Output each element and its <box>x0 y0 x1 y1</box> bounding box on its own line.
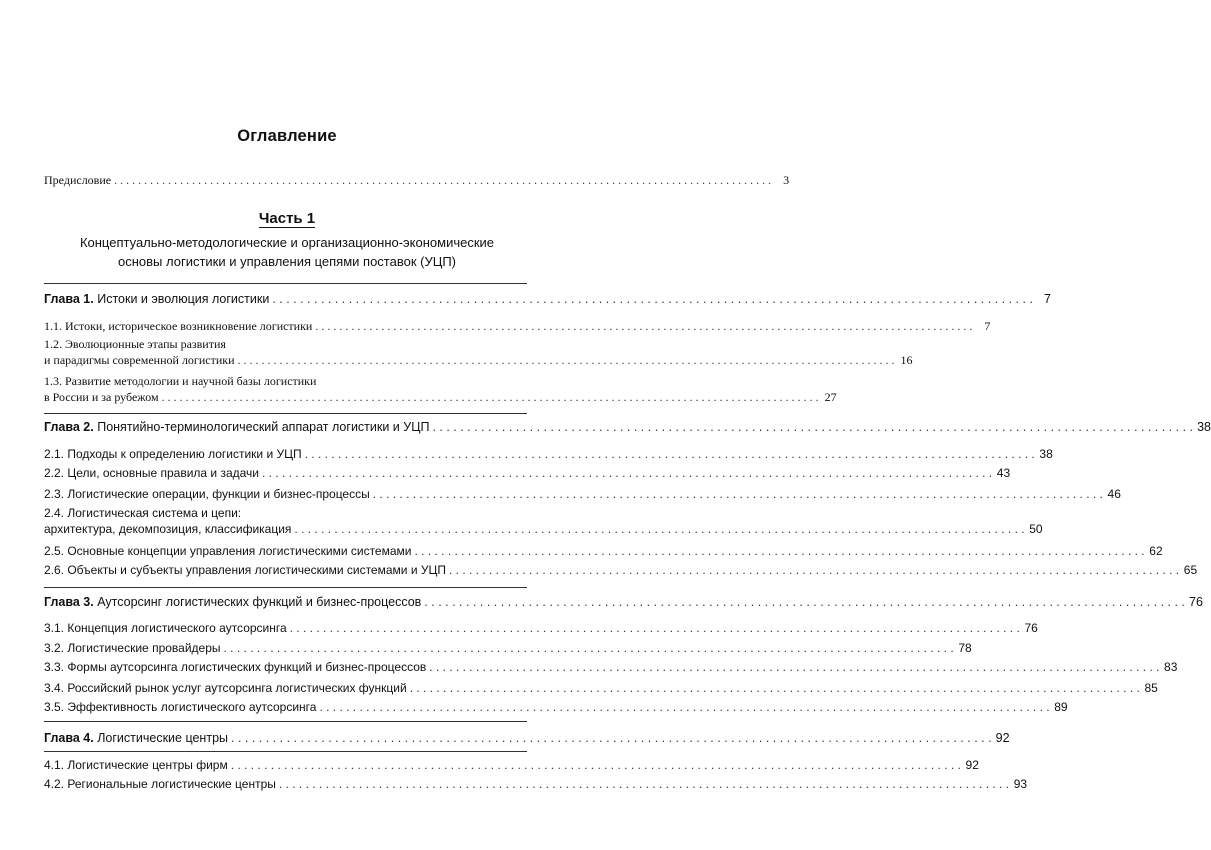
toc-page-number: 7 <box>1043 292 1051 306</box>
dot-leader <box>272 291 1033 307</box>
toc-section-3-1[interactable] <box>44 620 1038 636</box>
dot-leader <box>238 352 895 368</box>
toc-page-number: 50 <box>1029 522 1043 536</box>
toc-page-number: 7 <box>984 319 991 333</box>
toc-chapter-3[interactable] <box>44 594 1203 610</box>
section-title: 3.3. Формы аутсорсинга логистических функций и бизнес-процессов <box>44 660 427 674</box>
section-title: 2.5. Основные концепции управления логистическими системами <box>44 544 412 558</box>
section-title: 2.6. Объекты и субъекты управления логистическими системами и УЦП <box>44 563 446 577</box>
toc-page-number: 38 <box>1197 420 1211 434</box>
dot-leader <box>432 419 1193 435</box>
toc-section-1-2[interactable] <box>44 336 913 368</box>
toc-page-number: 89 <box>1054 700 1068 714</box>
dot-leader <box>231 757 961 773</box>
section-title: 2.1. Подходы к определению логистики и УЦП <box>44 447 302 461</box>
toc-page-number: 78 <box>958 641 972 655</box>
toc-page-number: 65 <box>1183 563 1198 577</box>
chapter-divider <box>44 413 527 414</box>
dot-leader <box>262 465 992 481</box>
chapter-divider <box>44 587 527 588</box>
toc-page-number: 76 <box>1189 595 1203 609</box>
chapter-label: Глава 1. <box>44 292 94 306</box>
chapter-divider <box>44 751 527 752</box>
chapter-label: Глава 3. <box>44 595 94 609</box>
toc-section-4-2[interactable] <box>44 776 1028 792</box>
toc-page-number: 76 <box>1024 621 1038 635</box>
part-title-text: Часть 1 <box>258 210 316 227</box>
section-title: 4.1. Логистические центры фирм <box>44 758 228 772</box>
toc-page-number: 38 <box>1039 447 1053 461</box>
toc-chapter-1[interactable] <box>44 291 1051 307</box>
dot-leader <box>319 699 1049 715</box>
dot-leader <box>410 680 1140 696</box>
toc-page-number: 83 <box>1164 660 1178 674</box>
dot-leader <box>449 562 1179 578</box>
dot-leader <box>224 640 954 656</box>
section-title: 3.5. Эффективность логистического аутсорсинга <box>44 700 317 714</box>
dot-leader <box>231 730 992 746</box>
toc-page-number: 3 <box>783 173 790 187</box>
toc-page-number: 46 <box>1107 487 1121 501</box>
chapter-label: Глава 2. <box>44 420 94 434</box>
chapter-title: Логистические центры <box>97 731 228 745</box>
section-title-cont: и парадигмы современной логистики <box>44 353 235 367</box>
part-subtitle-line: основы логистики и управления цепями поставок (УЦП) <box>117 254 457 269</box>
section-title: 3.2. Логистические провайдеры <box>44 641 221 655</box>
section-title: 1.2. Эволюционные этапы развития <box>44 337 226 351</box>
toc-page-number: 43 <box>996 466 1011 480</box>
chapter-divider <box>44 721 527 722</box>
chapter-title: Аутсорсинг логистических функций и бизнес-процессов <box>97 595 422 609</box>
toc-page-number: 62 <box>1149 544 1163 558</box>
part-subtitle <box>30 233 544 271</box>
chapter-title: Понятийно-терминологический аппарат логистики и УЦП <box>97 420 430 434</box>
toc-section-1-1[interactable] <box>44 318 991 334</box>
toc-page-number: 85 <box>1144 681 1158 695</box>
chapter-divider <box>44 283 527 284</box>
toc-page-number: 92 <box>965 758 979 772</box>
dot-leader <box>424 594 1185 610</box>
section-title: 3.1. Концепция логистического аутсорсинга <box>44 621 287 635</box>
chapter-title: Истоки и эволюция логистики <box>97 292 270 306</box>
section-title: 2.2. Цели, основные правила и задачи <box>44 466 259 480</box>
toc-page-number: 16 <box>900 353 913 367</box>
section-title: 2.3. Логистические операции, функции и бизнес-процессы <box>44 487 370 501</box>
toc-section-3-2[interactable] <box>44 640 972 656</box>
toc-chapter-4[interactable] <box>44 730 1010 746</box>
dot-leader <box>114 172 771 188</box>
toc-section-2-2[interactable] <box>44 465 1011 481</box>
toc-title: Оглавление <box>237 127 337 145</box>
toc-section-2-6[interactable] <box>44 562 1198 578</box>
toc-section-3-5[interactable] <box>44 699 1068 715</box>
toc-section-4-1[interactable] <box>44 757 979 773</box>
section-title: 1.1. Истоки, историческое возникновение логистики <box>44 319 313 333</box>
dot-leader <box>414 543 1144 559</box>
toc-entry-preface[interactable] <box>44 172 790 188</box>
section-title: 4.2. Региональные логистические центры <box>44 777 276 791</box>
toc-section-3-3[interactable] <box>44 659 1178 675</box>
toc-entry-label: Предисловие <box>44 173 112 187</box>
section-title: 1.3. Развитие методологии и научной базы логистики <box>44 374 317 388</box>
toc-page-number: 92 <box>995 731 1010 745</box>
toc-section-2-4[interactable] <box>44 505 1043 537</box>
toc-section-2-5[interactable] <box>44 543 1163 559</box>
dot-leader <box>305 446 1035 462</box>
dot-leader <box>162 389 819 405</box>
section-title: 2.4. Логистическая система и цепи: <box>44 506 242 520</box>
part-title <box>0 210 574 227</box>
dot-leader <box>290 620 1020 636</box>
dot-leader <box>294 521 1024 537</box>
dot-leader <box>373 486 1103 502</box>
dot-leader <box>279 776 1009 792</box>
toc-section-2-3[interactable] <box>44 486 1121 502</box>
section-title-cont: в России и за рубежом <box>44 390 159 404</box>
dot-leader <box>429 659 1159 675</box>
dot-leader <box>315 318 972 334</box>
toc-chapter-2[interactable] <box>44 419 1211 435</box>
section-title: 3.4. Российский рынок услуг аутсорсинга логистических функций <box>44 681 407 695</box>
toc-page-number: 93 <box>1013 777 1028 791</box>
toc-section-3-4[interactable] <box>44 680 1158 696</box>
section-title-cont: архитектура, декомпозиция, классификация <box>44 522 292 536</box>
toc-section-2-1[interactable] <box>44 446 1053 462</box>
chapter-label: Глава 4. <box>44 731 94 745</box>
part-subtitle-line: Концептуально-методологические и организационно-экономические <box>79 235 495 250</box>
toc-page-number: 27 <box>824 390 837 404</box>
toc-section-1-3[interactable] <box>44 373 837 405</box>
